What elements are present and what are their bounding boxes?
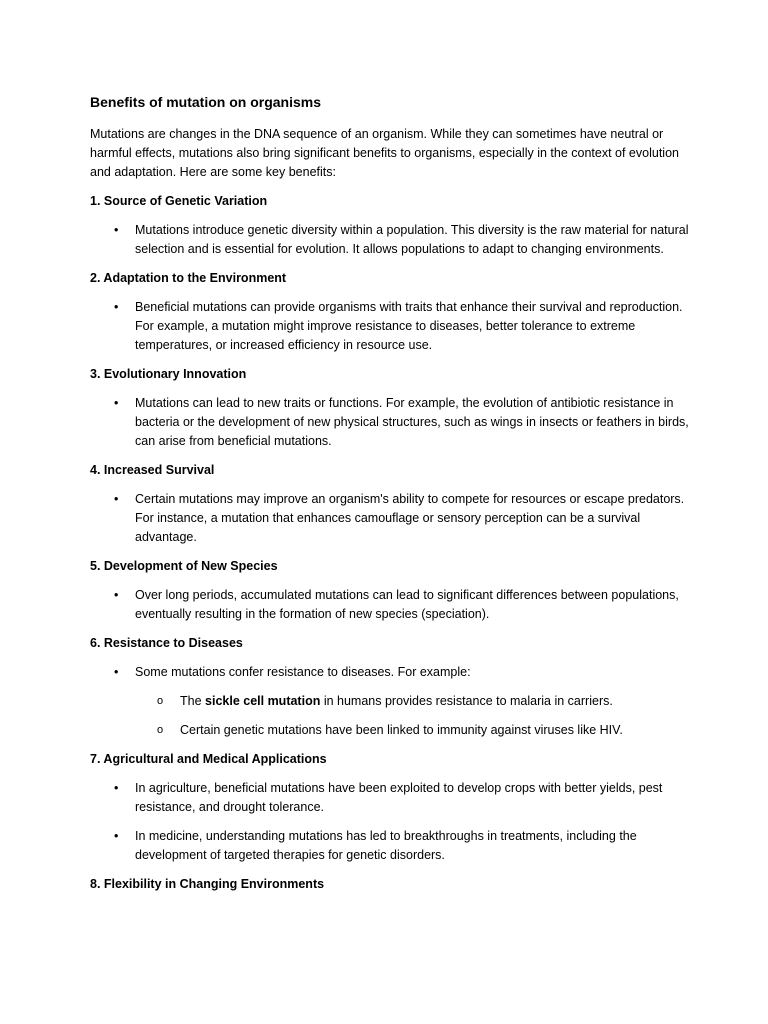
bullet-list <box>90 663 690 740</box>
bullet-list <box>90 779 690 865</box>
list-item <box>90 490 690 547</box>
bullet-icon: • <box>114 223 119 237</box>
bullet-icon: • <box>114 588 119 602</box>
section-heading-applications: 7. Agricultural and Medical Applications <box>90 752 327 766</box>
list-item <box>90 779 690 817</box>
bullet-icon: • <box>114 829 119 843</box>
bullet-text: Mutations introduce genetic diversity within a population. This diversity is the raw material for natural selection and is essential for evolution. It allows populations to adapt to changing environments. <box>135 223 689 256</box>
section-heading-evolutionary-innovation: 3. Evolutionary Innovation <box>90 367 247 381</box>
circle-bullet-icon: o <box>157 724 164 736</box>
list-item <box>90 221 690 259</box>
sub-bullet-text: Certain genetic mutations have been linked to immunity against viruses like HIV. <box>180 723 623 737</box>
circle-bullet-icon: o <box>157 695 164 707</box>
list-item <box>90 298 690 355</box>
section-heading-adaptation: 2. Adaptation to the Environment <box>90 271 287 285</box>
list-item <box>90 394 690 451</box>
document-title: Benefits of mutation on organisms <box>90 94 322 110</box>
bullet-icon: • <box>114 300 119 314</box>
sub-list-item <box>135 692 690 711</box>
bullet-text: Certain mutations may improve an organism's ability to compete for resources or escape predators. For instance, a mutation that enhances camouflage or sensory perception can be a survival advantage. <box>135 492 685 544</box>
document-page <box>90 93 690 904</box>
bullet-text: Mutations can lead to new traits or functions. For example, the evolution of antibiotic resistance in bacteria or the development of new physical structures, such as wings in insects or feathers in birds, can arise from beneficial mutations. <box>135 396 689 448</box>
section-heading-disease-resistance: 6. Resistance to Diseases <box>90 636 243 650</box>
sub-bullet-text-suffix: in humans provides resistance to malaria in carriers. <box>320 694 613 708</box>
bullet-text: Beneficial mutations can provide organisms with traits that enhance their survival and reproduction. For example, a mutation might improve resistance to diseases, better tolerance to extreme temperatures, or increased efficiency in resource use. <box>135 300 683 352</box>
sub-bullet-list <box>135 692 690 740</box>
bullet-icon: • <box>114 781 119 795</box>
bullet-icon: • <box>114 492 119 506</box>
intro-paragraph: Mutations are changes in the DNA sequence of an organism. While they can sometimes have neutral or harmful effects, mutations also bring significant benefits to organisms, especially in the context of evolution and adaptation. Here are some key benefits: <box>90 127 679 179</box>
list-item <box>90 663 690 740</box>
bullet-list <box>90 298 690 355</box>
list-item <box>90 586 690 624</box>
sub-list-item <box>135 721 690 740</box>
bullet-list <box>90 221 690 259</box>
section-heading-new-species: 5. Development of New Species <box>90 559 278 573</box>
bullet-icon: • <box>114 396 119 410</box>
sub-bullet-bold-term: sickle cell mutation <box>205 694 321 708</box>
bullet-icon: • <box>114 665 119 679</box>
bullet-text: In medicine, understanding mutations has led to breakthroughs in treatments, including the development of targeted therapies for genetic disorders. <box>135 829 637 862</box>
bullet-list <box>90 490 690 547</box>
section-heading-flexibility: 8. Flexibility in Changing Environments <box>90 877 325 891</box>
bullet-list <box>90 586 690 624</box>
section-heading-increased-survival: 4. Increased Survival <box>90 463 215 477</box>
bullet-list <box>90 394 690 451</box>
list-item <box>90 827 690 865</box>
bullet-text: In agriculture, beneficial mutations have been exploited to develop crops with better yields, pest resistance, and drought tolerance. <box>135 781 663 814</box>
section-heading-genetic-variation: 1. Source of Genetic Variation <box>90 194 268 208</box>
bullet-text: Some mutations confer resistance to diseases. For example: <box>135 665 471 679</box>
bullet-text: Over long periods, accumulated mutations can lead to significant differences between populations, eventually resulting in the formation of new species (speciation). <box>135 588 679 621</box>
sub-bullet-text-prefix: The <box>180 694 206 708</box>
